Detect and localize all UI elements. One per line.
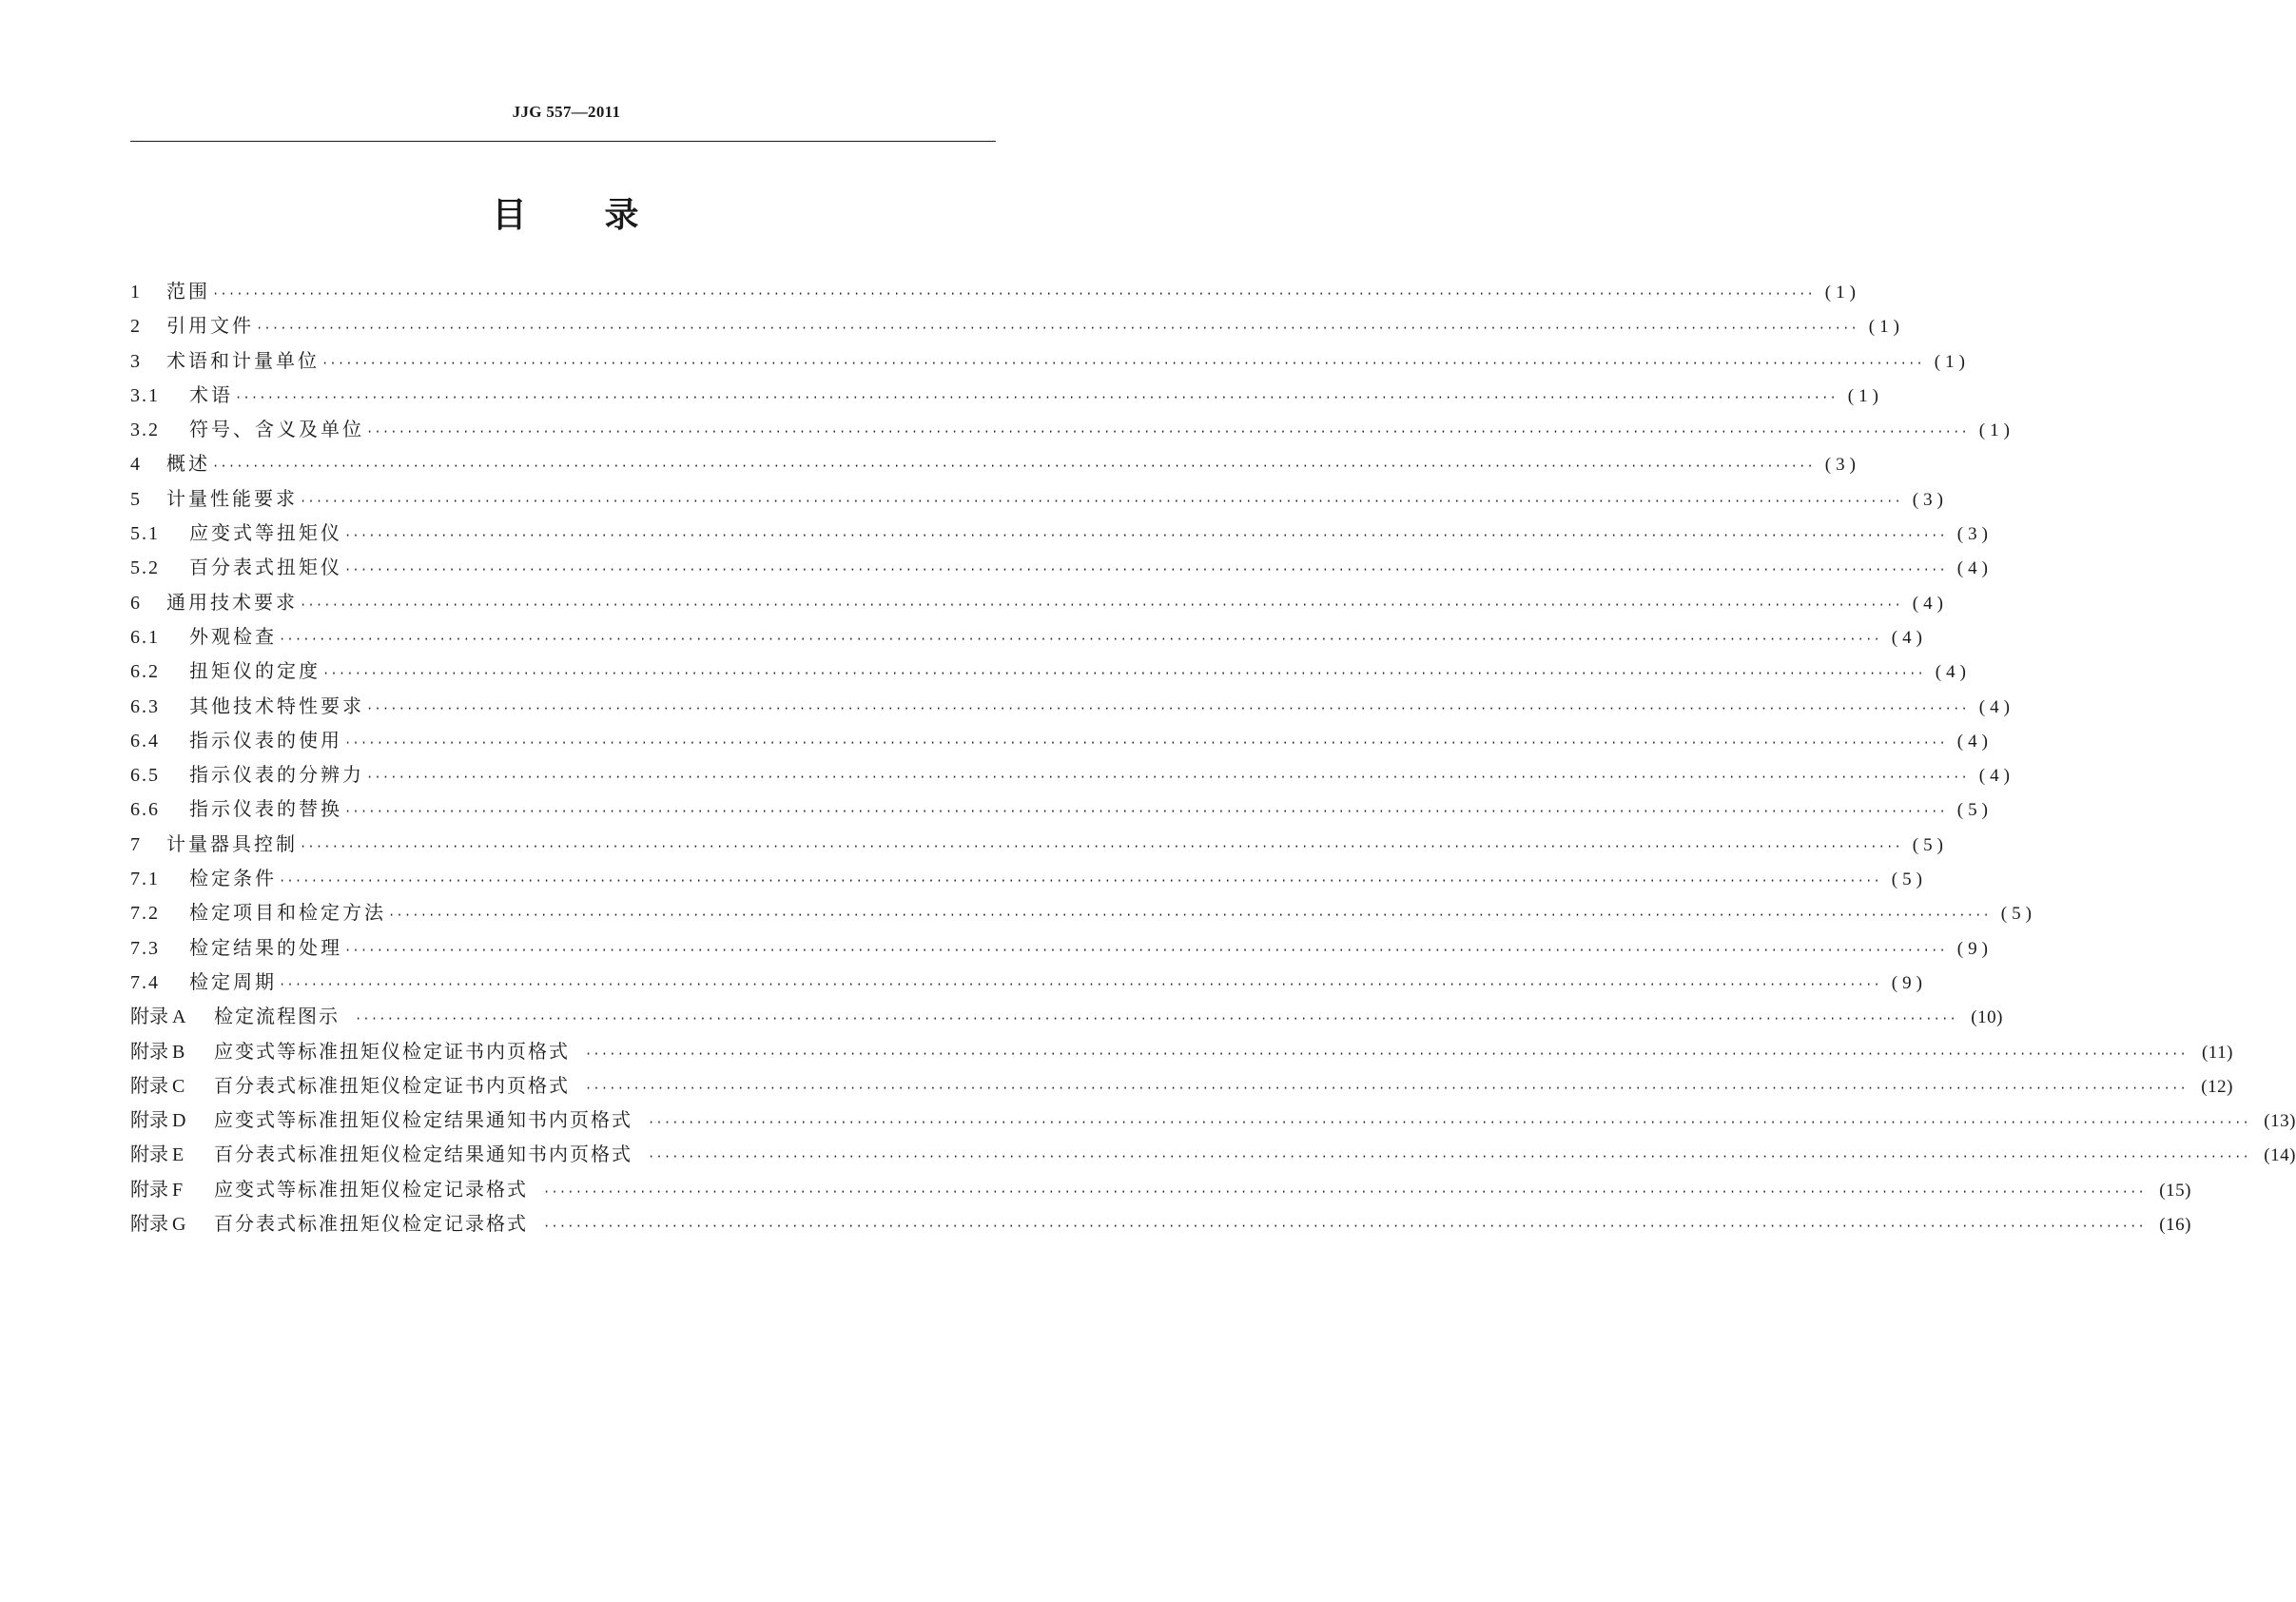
toc-entry[interactable] xyxy=(130,861,1927,895)
toc-entry-number: 7.3 xyxy=(130,937,160,959)
dot-leader: ········································································································································································································ xyxy=(279,874,1881,889)
toc-entry-page: (5) xyxy=(1956,800,1993,821)
dot-leader: ········································································································································································································ xyxy=(321,356,1924,370)
toc-entry[interactable] xyxy=(130,757,2014,791)
toc-entry-title: 百分表式标准扭矩仪检定记录格式 xyxy=(214,1212,528,1236)
toc-entry-page: (3) xyxy=(1956,524,1993,545)
appendix-letter: D xyxy=(172,1110,186,1132)
appendix-prefix: 附录 xyxy=(130,1041,168,1063)
toc-entry[interactable] xyxy=(130,791,1993,826)
toc-appendix-entry[interactable] xyxy=(130,1034,2233,1068)
appendix-letter: C xyxy=(172,1075,185,1097)
dot-leader: ········································································································································································································ xyxy=(300,839,1902,853)
appendix-letter: B xyxy=(172,1041,185,1063)
toc-entry-number: 5.2 xyxy=(130,557,160,579)
dot-leader: ········································································································································································································ xyxy=(212,287,1815,301)
dot-leader: ········································································································································································································ xyxy=(585,1046,2188,1061)
toc-entry-page: (5) xyxy=(1891,869,1927,890)
toc-entry-page: (3) xyxy=(1912,489,1948,510)
toc-entry-title: 引用文件 xyxy=(166,314,254,338)
toc-entry-title: 符号、含义及单位 xyxy=(189,418,364,441)
toc-entry-number: 3.2 xyxy=(130,420,160,441)
header-divider xyxy=(130,141,996,142)
toc-entry-title: 应变式等标准扭矩仪检定结果通知书内页格式 xyxy=(214,1108,632,1132)
dot-leader: ········································································································································································································ xyxy=(344,943,1947,957)
dot-leader: ········································································································································································································ xyxy=(344,735,1947,750)
toc-entry-title: 指示仪表的分辨力 xyxy=(189,763,364,787)
toc-entry-title: 检定结果的处理 xyxy=(189,935,342,959)
toc-entry[interactable] xyxy=(130,895,2036,929)
toc-entry-title: 通用技术要求 xyxy=(166,590,298,614)
toc-entry[interactable] xyxy=(130,378,1883,412)
toc-entry-number: 5 xyxy=(130,488,142,510)
title-char-1: 目 xyxy=(492,196,529,235)
toc-entry-title: 百分表式标准扭矩仪检定证书内页格式 xyxy=(214,1073,570,1097)
dot-leader: ········································································································································································································ xyxy=(344,563,1947,577)
appendix-prefix: 附录 xyxy=(130,1179,168,1201)
toc-entry[interactable] xyxy=(130,965,1927,999)
toc-entry-number: 6.5 xyxy=(130,765,160,787)
toc-entry-number: 6.3 xyxy=(130,695,160,717)
page-title xyxy=(0,188,1133,237)
toc-entry-page: (9) xyxy=(1956,938,1993,959)
toc-entry-number: 7.2 xyxy=(130,903,160,925)
toc-entry-number: 3 xyxy=(130,350,142,372)
toc-entry[interactable] xyxy=(130,723,1993,757)
appendix-prefix: 附录 xyxy=(130,1144,168,1166)
toc-entry-number: 3.1 xyxy=(130,384,160,406)
toc-entry-number: 2 xyxy=(130,316,142,338)
table-of-contents xyxy=(130,274,2296,1241)
toc-entry-page: (5) xyxy=(2000,904,2036,925)
toc-appendix-entry[interactable] xyxy=(130,999,2003,1033)
appendix-letter: E xyxy=(172,1144,185,1166)
toc-entry-number: 7.4 xyxy=(130,971,160,993)
appendix-label xyxy=(130,1104,214,1138)
title-char-2: 录 xyxy=(604,196,641,235)
dot-leader: ········································································································································································································ xyxy=(355,1012,1957,1026)
toc-entry-title: 指示仪表的替换 xyxy=(189,797,342,821)
toc-entry-page: (11) xyxy=(2201,1042,2233,1063)
appendix-label xyxy=(130,1207,214,1241)
toc-entry-page: (3) xyxy=(1824,455,1860,476)
toc-entry[interactable] xyxy=(130,827,1948,861)
appendix-prefix: 附录 xyxy=(130,1110,168,1132)
dot-leader: ········································································································································································································ xyxy=(366,701,1969,715)
appendix-prefix: 附录 xyxy=(130,1214,168,1236)
toc-entry[interactable] xyxy=(130,412,2014,446)
toc-entry-title: 术语和计量单位 xyxy=(166,348,320,372)
dot-leader: ········································································································································································································ xyxy=(212,459,1815,474)
appendix-label xyxy=(130,1173,214,1207)
appendix-letter: G xyxy=(172,1214,186,1236)
dot-leader: ········································································································································································································ xyxy=(648,1150,2250,1164)
dot-leader: ········································································································································································································ xyxy=(300,494,1902,508)
toc-entry-title: 百分表式标准扭矩仪检定结果通知书内页格式 xyxy=(214,1143,632,1166)
toc-entry-number: 6.1 xyxy=(130,626,160,648)
toc-entry-page: (4) xyxy=(1956,558,1993,579)
toc-entry[interactable] xyxy=(130,446,1860,480)
toc-entry-page: (13) xyxy=(2264,1111,2296,1132)
toc-entry[interactable] xyxy=(130,585,1948,619)
dot-leader: ········································································································································································································ xyxy=(300,597,1902,612)
toc-appendix-entry[interactable] xyxy=(130,1068,2233,1103)
appendix-label xyxy=(130,1138,214,1172)
toc-entry-page: (4) xyxy=(1956,731,1993,752)
toc-entry[interactable] xyxy=(130,343,1970,378)
toc-entry-title: 外观检查 xyxy=(189,624,277,648)
toc-entry[interactable] xyxy=(130,481,1948,516)
toc-entry-title: 概述 xyxy=(166,452,210,476)
toc-appendix-entry[interactable] xyxy=(130,1103,2296,1137)
toc-entry-title: 应变式等扭矩仪 xyxy=(189,521,342,545)
appendix-label xyxy=(130,1000,214,1034)
dot-leader: ········································································································································································································ xyxy=(388,908,1991,923)
toc-entry-page: (12) xyxy=(2201,1076,2233,1097)
toc-entry-title: 检定条件 xyxy=(189,867,277,890)
toc-entry-page: (4) xyxy=(1978,766,2014,787)
toc-entry-number: 6 xyxy=(130,592,142,614)
toc-entry-title: 应变式等标准扭矩仪检定记录格式 xyxy=(214,1177,528,1201)
toc-entry-page: (1) xyxy=(1824,283,1860,303)
dot-leader: ········································································································································································································ xyxy=(585,1081,2188,1095)
toc-entry[interactable] xyxy=(130,516,1993,550)
toc-entry-page: (15) xyxy=(2159,1180,2191,1201)
toc-entry-title: 其他技术特性要求 xyxy=(189,694,364,717)
toc-entry-page: (1) xyxy=(1868,317,1904,338)
running-header: JJG 557—2011 xyxy=(512,103,621,121)
toc-entry-title: 应变式等标准扭矩仪检定证书内页格式 xyxy=(214,1039,570,1063)
toc-entry-page: (4) xyxy=(1978,696,2014,717)
toc-entry[interactable] xyxy=(130,550,1993,584)
appendix-prefix: 附录 xyxy=(130,1006,168,1028)
toc-entry-title: 指示仪表的使用 xyxy=(189,728,342,752)
toc-appendix-entry[interactable] xyxy=(130,1206,2191,1241)
toc-entry-title: 扭矩仪的定度 xyxy=(189,659,321,683)
toc-entry[interactable] xyxy=(130,274,1860,308)
dot-leader: ········································································································································································································ xyxy=(344,529,1947,543)
toc-entry-page: (1) xyxy=(1847,385,1883,406)
toc-entry[interactable] xyxy=(130,619,1927,654)
toc-entry-title: 范围 xyxy=(166,280,210,303)
toc-entry-title: 检定项目和检定方法 xyxy=(189,901,386,925)
dot-leader: ········································································································································································································ xyxy=(543,1184,2146,1199)
toc-entry-title: 术语 xyxy=(189,382,233,406)
toc-entry[interactable] xyxy=(130,689,2014,723)
appendix-prefix: 附录 xyxy=(130,1075,168,1097)
toc-entry-page: (10) xyxy=(1971,1007,2003,1028)
toc-entry-page: (9) xyxy=(1891,972,1927,993)
dot-leader: ········································································································································································································ xyxy=(279,632,1881,646)
toc-appendix-entry[interactable] xyxy=(130,1137,2296,1171)
appendix-label xyxy=(130,1035,214,1069)
dot-leader: ········································································································································································································ xyxy=(648,1116,2250,1130)
toc-entry-number: 6.2 xyxy=(130,661,160,683)
toc-entry-number: 4 xyxy=(130,454,142,476)
toc-entry-title: 计量性能要求 xyxy=(166,486,298,510)
toc-entry-page: (4) xyxy=(1891,627,1927,648)
toc-entry-number: 6.4 xyxy=(130,730,160,752)
dot-leader: ········································································································································································································ xyxy=(235,390,1838,404)
toc-appendix-entry[interactable] xyxy=(130,1172,2191,1206)
toc-entry-title: 检定流程图示 xyxy=(214,1005,340,1028)
toc-entry[interactable] xyxy=(130,308,1904,342)
toc-entry-page: (1) xyxy=(1978,420,2014,441)
dot-leader: ········································································································································································································ xyxy=(543,1220,2146,1234)
dot-leader: ········································································································································································································ xyxy=(256,322,1858,336)
dot-leader: ········································································································································································································ xyxy=(279,977,1881,991)
toc-entry-page: (5) xyxy=(1912,834,1948,855)
appendix-label xyxy=(130,1069,214,1104)
toc-entry-title: 计量器具控制 xyxy=(166,831,298,855)
dot-leader: ········································································································································································································ xyxy=(322,667,1925,681)
toc-entry-page: (4) xyxy=(1912,593,1948,614)
toc-entry[interactable] xyxy=(130,654,1971,688)
toc-entry-page: (4) xyxy=(1935,662,1971,683)
dot-leader: ········································································································································································································ xyxy=(366,771,1969,785)
toc-entry-title: 百分表式扭矩仪 xyxy=(189,556,342,579)
toc-entry-page: (14) xyxy=(2264,1145,2296,1166)
toc-entry-page: (16) xyxy=(2159,1215,2191,1236)
dot-leader: ········································································································································································································ xyxy=(366,425,1969,440)
toc-entry-number: 7 xyxy=(130,833,142,855)
toc-entry-number: 5.1 xyxy=(130,523,160,545)
toc-entry[interactable] xyxy=(130,930,1993,965)
toc-entry-number: 7.1 xyxy=(130,869,160,890)
appendix-letter: F xyxy=(172,1179,184,1201)
toc-entry-number: 1 xyxy=(130,282,142,303)
toc-entry-number: 6.6 xyxy=(130,799,160,821)
toc-entry-page: (1) xyxy=(1934,351,1970,372)
toc-entry-title: 检定周期 xyxy=(189,969,277,993)
appendix-letter: A xyxy=(172,1006,186,1028)
dot-leader: ········································································································································································································ xyxy=(344,805,1947,819)
